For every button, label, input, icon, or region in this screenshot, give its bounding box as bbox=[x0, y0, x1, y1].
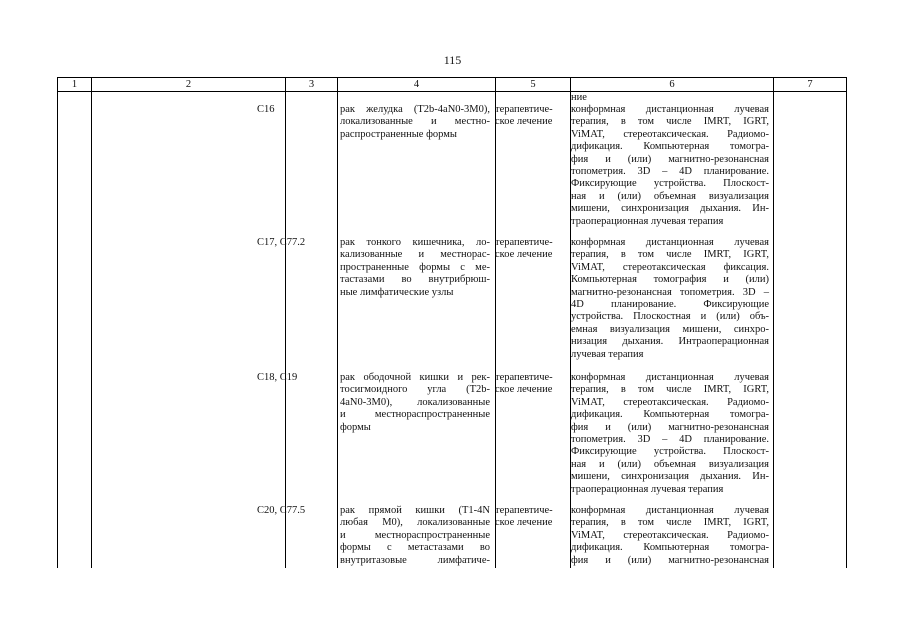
continued-text: ние bbox=[571, 92, 587, 103]
method-line: Фиксирующие устройства. Плоскост- bbox=[571, 446, 769, 458]
treatment-line: ское лечение bbox=[495, 249, 553, 261]
column-number-3: 3 bbox=[285, 78, 337, 91]
description-line: любая M0), локализованные bbox=[340, 517, 490, 529]
method-line: ViMAT, стереотаксическая. Радиомо- bbox=[571, 128, 769, 140]
column-number-4: 4 bbox=[337, 78, 495, 91]
method-line: мишени, синхронизация дыхания. Ин- bbox=[571, 471, 769, 483]
diagnosis-code: C20, C77.5 bbox=[257, 505, 306, 516]
treatment-line: ское лечение bbox=[495, 384, 553, 396]
method-line: Фиксирующие устройства. Плоскост- bbox=[571, 178, 769, 190]
method-line: траоперационная лучевая терапия bbox=[571, 215, 724, 227]
column-number-7: 7 bbox=[773, 78, 847, 91]
method-line: топометрия. 3D – 4D планирование. bbox=[571, 166, 769, 177]
method-line: емная визуализация мишени, синхро- bbox=[571, 323, 769, 335]
method-line: конформная дистанционная лучевая bbox=[571, 237, 769, 248]
description-line: внутритазовые лимфатиче- bbox=[340, 554, 490, 566]
description-line: рак желудка (T2b-4aN0-3M0), bbox=[340, 104, 490, 115]
column-number-1: 1 bbox=[57, 78, 91, 91]
description-line: пространенные формы с ме- bbox=[340, 261, 490, 273]
treatment-line: ское лечение bbox=[495, 517, 553, 529]
method-line: низация дыхания. Интраоперационная bbox=[571, 336, 769, 348]
column-divider bbox=[337, 90, 338, 568]
description-line: формы bbox=[340, 421, 371, 433]
method-line: ViMAT, стереотаксическая фиксация. bbox=[571, 261, 769, 273]
description-line: тосигмоидного угла (T2b- bbox=[340, 384, 490, 396]
method-line: дификация. Компьютерная томогра- bbox=[571, 141, 769, 153]
method-line: топометрия. 3D – 4D планирование. bbox=[571, 434, 769, 445]
method-line: фия и (или) магнитно-резонансная bbox=[571, 421, 769, 433]
description-line: рак ободочной кишки и рек- bbox=[340, 372, 490, 383]
method-line: конформная дистанционная лучевая bbox=[571, 104, 769, 115]
method-line: мишени, синхронизация дыхания. Ин- bbox=[571, 203, 769, 215]
description-line: ные лимфатические узлы bbox=[340, 286, 454, 298]
method-line: траоперационная лучевая терапия bbox=[571, 483, 724, 495]
column-number-6: 6 bbox=[570, 78, 773, 91]
description-line: рак прямой кишки (T1-4N bbox=[340, 505, 490, 516]
method-line: магнитно-резонансная топометрия. 3D – bbox=[571, 286, 769, 298]
description-line: локализованные и местно- bbox=[340, 116, 490, 128]
method-line: терапия, в том числе IMRT, IGRT, bbox=[571, 517, 769, 529]
method-line: устройства. Плоскостная и (или) объ- bbox=[571, 311, 769, 323]
method-line: ная и (или) объемная визуализация bbox=[571, 458, 769, 470]
column-number-5: 5 bbox=[495, 78, 570, 91]
method-line: терапия, в том числе IMRT, IGRT, bbox=[571, 116, 769, 128]
treatment-line: терапевтиче- bbox=[495, 104, 553, 115]
column-divider bbox=[91, 90, 92, 568]
description-line: кализованные и местнорас- bbox=[340, 249, 490, 261]
description-line: тастазами во внутрибрюш- bbox=[340, 274, 490, 286]
method-line: фия и (или) магнитно-резонансная bbox=[571, 153, 769, 165]
method-line: дификация. Компьютерная томогра- bbox=[571, 542, 769, 554]
page-number: 115 bbox=[443, 53, 462, 67]
method-line: дификация. Компьютерная томогра- bbox=[571, 409, 769, 421]
method-line: терапия, в том числе IMRT, IGRT, bbox=[571, 384, 769, 396]
method-line: конформная дистанционная лучевая bbox=[571, 505, 769, 516]
description-line: и местнораспространенные bbox=[340, 529, 490, 541]
diagnosis-code: C17, C77.2 bbox=[257, 237, 306, 248]
method-line: фия и (или) магнитно-резонансная bbox=[571, 554, 769, 566]
method-line: 4D планирование. Фиксирующие bbox=[571, 299, 769, 310]
description-line: распространенные формы bbox=[340, 128, 457, 140]
method-line: лучевая терапия bbox=[571, 348, 644, 360]
treatment-line: терапевтиче- bbox=[495, 505, 553, 516]
diagnosis-code: C16 bbox=[257, 104, 275, 115]
treatment-line: терапевтиче- bbox=[495, 237, 553, 248]
description-line: и местнораспространенные bbox=[340, 409, 490, 421]
column-divider bbox=[773, 90, 774, 568]
method-line: ViMAT, стереотаксическая. Радиомо- bbox=[571, 529, 769, 541]
treatment-line: терапевтиче- bbox=[495, 372, 553, 383]
method-line: ViMAT, стереотаксическая. Радиомо- bbox=[571, 396, 769, 408]
method-line: терапия, в том числе IMRT, IGRT, bbox=[571, 249, 769, 261]
diagnosis-code: C18, C19 bbox=[257, 372, 298, 383]
column-divider bbox=[285, 90, 286, 568]
description-line: 4aN0-3M0), локализованные bbox=[340, 396, 490, 408]
method-line: Компьютерная томография и (или) bbox=[571, 274, 769, 286]
description-line: рак тонкого кишечника, ло- bbox=[340, 237, 490, 248]
column-number-2: 2 bbox=[91, 78, 285, 91]
column-divider bbox=[57, 90, 58, 568]
column-divider bbox=[846, 90, 847, 568]
method-line: ная и (или) объемная визуализация bbox=[571, 190, 769, 202]
description-line: формы с метастазами во bbox=[340, 542, 490, 554]
column-divider bbox=[495, 90, 496, 568]
method-line: конформная дистанционная лучевая bbox=[571, 372, 769, 383]
treatment-line: ское лечение bbox=[495, 116, 553, 128]
